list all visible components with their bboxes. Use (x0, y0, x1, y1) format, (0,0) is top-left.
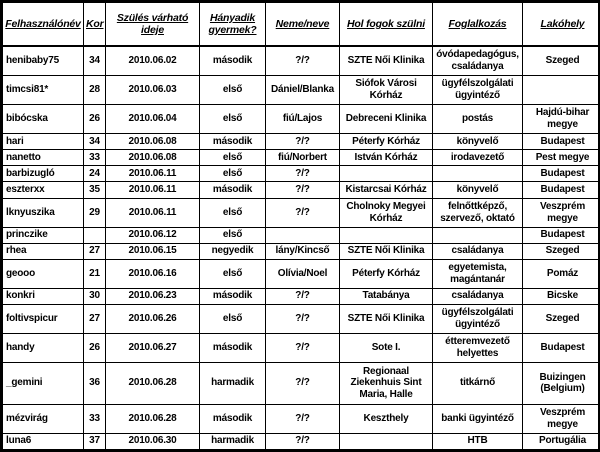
cell-occupation: HTB (433, 433, 523, 449)
cell-birth-place (340, 227, 433, 243)
cell-age: 37 (84, 433, 106, 449)
table-row (3, 105, 600, 134)
cell-age (84, 227, 106, 243)
cell-username: lknyuszika (3, 198, 84, 227)
cell-gender-name: ?/? (266, 433, 340, 449)
cell-due-date: 2010.06.08 (106, 150, 200, 166)
cell-residence: Veszprém megye (523, 404, 600, 433)
table-row (3, 259, 600, 288)
table-row (3, 433, 600, 449)
cell-occupation: irodavezető (433, 150, 523, 166)
cell-age: 24 (84, 166, 106, 182)
cell-birth-place: Keszthely (340, 404, 433, 433)
cell-birth-place: Péterfy Kórház (340, 134, 433, 150)
cell-gender-name: ?/? (266, 198, 340, 227)
cell-residence: Buizingen (Belgium) (523, 362, 600, 404)
cell-birth-place (340, 433, 433, 449)
cell-username: handy (3, 333, 84, 362)
cell-username: foltivspicur (3, 304, 84, 333)
table-row (3, 227, 600, 243)
cell-child-number: második (200, 134, 266, 150)
cell-occupation: könyvelő (433, 182, 523, 198)
table-row (3, 182, 600, 198)
cell-residence: Portugália (523, 433, 600, 449)
cell-age: 35 (84, 182, 106, 198)
cell-child-number: első (200, 150, 266, 166)
cell-child-number: első (200, 227, 266, 243)
header-age: Kor (84, 3, 106, 47)
cell-gender-name: Olívia/Noel (266, 259, 340, 288)
table-row (3, 150, 600, 166)
cell-gender-name (266, 227, 340, 243)
cell-username: bibócska (3, 105, 84, 134)
cell-gender-name: ?/? (266, 304, 340, 333)
cell-due-date: 2010.06.02 (106, 46, 200, 76)
cell-due-date: 2010.06.26 (106, 304, 200, 333)
table-row (3, 76, 600, 105)
cell-gender-name: Dániel/Blanka (266, 76, 340, 105)
cell-child-number: első (200, 198, 266, 227)
cell-residence: Bicske (523, 288, 600, 304)
cell-age: 26 (84, 333, 106, 362)
cell-occupation: titkárnő (433, 362, 523, 404)
table-row (3, 288, 600, 304)
cell-age: 26 (84, 105, 106, 134)
cell-occupation: családanya (433, 288, 523, 304)
table-row (3, 333, 600, 362)
header-due-date: Szülés várható ideje (106, 3, 200, 47)
header-gender-name: Neme/neve (266, 3, 340, 47)
cell-age: 30 (84, 288, 106, 304)
cell-residence: Budapest (523, 182, 600, 198)
cell-username: luna6 (3, 433, 84, 449)
cell-age: 21 (84, 259, 106, 288)
cell-occupation: családanya (433, 243, 523, 259)
cell-child-number: második (200, 182, 266, 198)
cell-gender-name: lány/Kincső (266, 243, 340, 259)
cell-birth-place: SZTE Női Klinika (340, 46, 433, 76)
cell-gender-name: fiú/Norbert (266, 150, 340, 166)
cell-gender-name: ?/? (266, 288, 340, 304)
cell-username: konkri (3, 288, 84, 304)
cell-age: 28 (84, 76, 106, 105)
cell-birth-place: Siófok Városi Kórház (340, 76, 433, 105)
cell-occupation: egyetemista, magántanár (433, 259, 523, 288)
cell-due-date: 2010.06.16 (106, 259, 200, 288)
cell-birth-place: Kistarcsai Kórház (340, 182, 433, 198)
cell-birth-place (340, 166, 433, 182)
table-row (3, 243, 600, 259)
cell-due-date: 2010.06.27 (106, 333, 200, 362)
cell-username: henibaby75 (3, 46, 84, 76)
cell-username: mézvirág (3, 404, 84, 433)
cell-gender-name: ?/? (266, 333, 340, 362)
cell-residence: Budapest (523, 166, 600, 182)
cell-username: _gemini (3, 362, 84, 404)
cell-birth-place: SZTE Női Klinika (340, 243, 433, 259)
cell-residence: Budapest (523, 134, 600, 150)
header-residence: Lakóhely (523, 3, 600, 47)
cell-due-date: 2010.06.28 (106, 404, 200, 433)
cell-occupation: banki ügyintéző (433, 404, 523, 433)
cell-due-date: 2010.06.11 (106, 166, 200, 182)
cell-child-number: első (200, 105, 266, 134)
cell-child-number: első (200, 76, 266, 105)
cell-username: barbizugló (3, 166, 84, 182)
cell-occupation: felnőttképző, szervező, oktató (433, 198, 523, 227)
cell-child-number: negyedik (200, 243, 266, 259)
table-row (3, 304, 600, 333)
cell-username: eszterxx (3, 182, 84, 198)
cell-birth-place: Péterfy Kórház (340, 259, 433, 288)
cell-age: 33 (84, 404, 106, 433)
cell-residence: Szeged (523, 46, 600, 76)
cell-gender-name: ?/? (266, 134, 340, 150)
cell-gender-name: ?/? (266, 362, 340, 404)
table-row (3, 166, 600, 182)
cell-child-number: második (200, 288, 266, 304)
cell-gender-name: fiú/Lajos (266, 105, 340, 134)
cell-due-date: 2010.06.08 (106, 134, 200, 150)
cell-due-date: 2010.06.11 (106, 198, 200, 227)
cell-due-date: 2010.06.12 (106, 227, 200, 243)
cell-gender-name: ?/? (266, 182, 340, 198)
cell-child-number: első (200, 166, 266, 182)
cell-age: 33 (84, 150, 106, 166)
cell-birth-place: Sote I. (340, 333, 433, 362)
cell-birth-place: Tatabánya (340, 288, 433, 304)
cell-due-date: 2010.06.28 (106, 362, 200, 404)
cell-due-date: 2010.06.23 (106, 288, 200, 304)
header-occupation: Foglalkozás (433, 3, 523, 47)
cell-residence: Szeged (523, 304, 600, 333)
cell-birth-place: Debreceni Klinika (340, 105, 433, 134)
cell-residence (523, 76, 600, 105)
cell-age: 29 (84, 198, 106, 227)
cell-username: nanetto (3, 150, 84, 166)
cell-due-date: 2010.06.03 (106, 76, 200, 105)
cell-age: 27 (84, 304, 106, 333)
header-child-number: Hányadik gyermek? (200, 3, 266, 47)
cell-residence: Pomáz (523, 259, 600, 288)
cell-age: 34 (84, 134, 106, 150)
cell-due-date: 2010.06.04 (106, 105, 200, 134)
header-birth-place: Hol fogok szülni (340, 3, 433, 47)
cell-birth-place: SZTE Női Klinika (340, 304, 433, 333)
cell-username: hari (3, 134, 84, 150)
table-row (3, 46, 600, 76)
header-username: Felhasználónév (3, 3, 84, 47)
cell-child-number: első (200, 304, 266, 333)
cell-occupation (433, 227, 523, 243)
cell-occupation (433, 166, 523, 182)
cell-age: 34 (84, 46, 106, 76)
cell-gender-name: ?/? (266, 404, 340, 433)
cell-username: timcsi81* (3, 76, 84, 105)
cell-occupation: ügyfélszolgálati ügyintéző (433, 304, 523, 333)
cell-username: princzike (3, 227, 84, 243)
table-row (3, 134, 600, 150)
cell-residence: Budapest (523, 333, 600, 362)
table-row (3, 404, 600, 433)
cell-due-date: 2010.06.30 (106, 433, 200, 449)
cell-residence: Hajdú-bihar megye (523, 105, 600, 134)
cell-age: 27 (84, 243, 106, 259)
cell-child-number: második (200, 46, 266, 76)
cell-child-number: harmadik (200, 433, 266, 449)
cell-birth-place: Cholnoky Megyei Kórház (340, 198, 433, 227)
cell-age: 36 (84, 362, 106, 404)
cell-child-number: második (200, 404, 266, 433)
cell-residence: Pest megye (523, 150, 600, 166)
cell-residence: Veszprém megye (523, 198, 600, 227)
cell-birth-place: Regionaal Ziekenhuis Sint Maria, Halle (340, 362, 433, 404)
cell-due-date: 2010.06.15 (106, 243, 200, 259)
cell-due-date: 2010.06.11 (106, 182, 200, 198)
members-due-date-table (2, 2, 600, 450)
cell-occupation: óvódapedagógus, családanya (433, 46, 523, 76)
cell-gender-name: ?/? (266, 46, 340, 76)
cell-residence: Szeged (523, 243, 600, 259)
cell-birth-place: István Kórház (340, 150, 433, 166)
table-row (3, 198, 600, 227)
table-header-row (3, 3, 600, 47)
cell-username: geooo (3, 259, 84, 288)
cell-occupation: étteremvezető helyettes (433, 333, 523, 362)
cell-occupation: könyvelő (433, 134, 523, 150)
cell-child-number: második (200, 333, 266, 362)
cell-child-number: első (200, 259, 266, 288)
cell-username: rhea (3, 243, 84, 259)
table-row (3, 362, 600, 404)
cell-occupation: ügyfélszolgálati ügyintéző (433, 76, 523, 105)
cell-residence: Budapest (523, 227, 600, 243)
cell-gender-name: ?/? (266, 166, 340, 182)
table-body (3, 46, 600, 450)
cell-occupation: postás (433, 105, 523, 134)
cell-child-number: harmadik (200, 362, 266, 404)
